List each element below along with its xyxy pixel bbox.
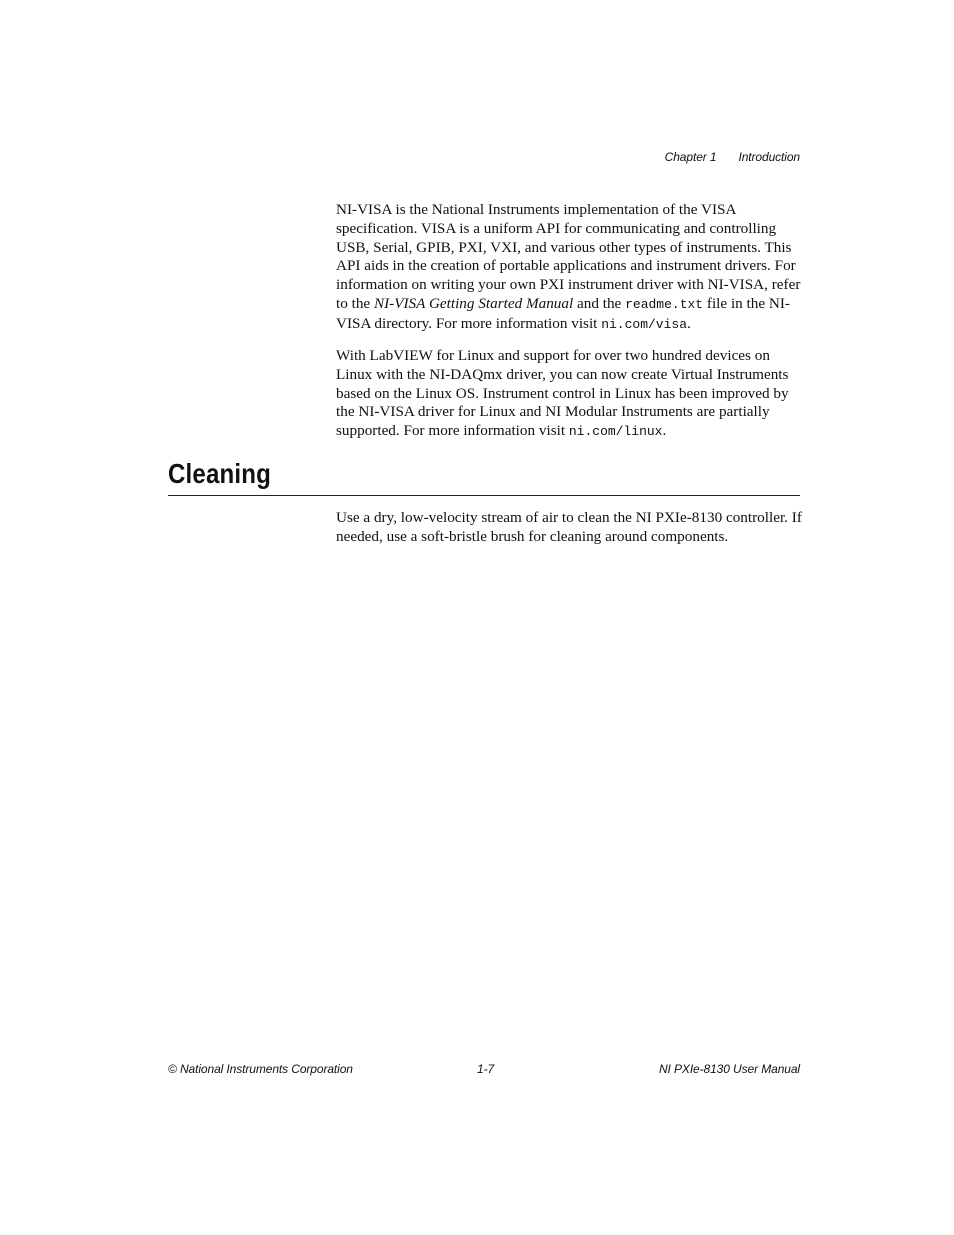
running-header xyxy=(665,150,800,164)
header-section-title: Introduction xyxy=(738,150,800,164)
linux-paragraph-text-a: With LabVIEW for Linux and support for over two hundred devices on Linux with the NI-DAQmx driver, you can now create Virtual Instruments based on the Linux OS. Instrument control in Linux has been improved by the NI-VISA driver for Linux and NI Modular Instruments are partially supported. For more information visit xyxy=(336,347,789,440)
cleaning-paragraph xyxy=(336,509,802,547)
visa-link[interactable]: ni.com/visa xyxy=(601,316,688,332)
visa-manual-title: NI-VISA Getting Started Manual xyxy=(373,294,574,312)
footer-manual-title: NI PXIe-8130 User Manual xyxy=(658,1062,800,1076)
visa-paragraph-text-d: . xyxy=(687,314,691,332)
linux-link[interactable]: ni.com/linux xyxy=(568,424,663,440)
footer-page-number: 1-7 xyxy=(477,1062,495,1076)
visa-paragraph-text-c: file in the NI-VISA directory. For more information visit xyxy=(336,294,790,332)
visa-paragraph xyxy=(336,201,802,335)
visa-paragraph-text-b: and the xyxy=(573,294,626,312)
header-chapter: Chapter 1 xyxy=(664,150,717,164)
section-heading-cleaning: Cleaning xyxy=(168,458,272,489)
linux-paragraph-text-b: . xyxy=(662,422,667,440)
readme-filename: readme.txt xyxy=(625,296,704,312)
linux-paragraph xyxy=(336,347,802,442)
visa-paragraph-text-a: NI-VISA is the National Instruments implementation of the VISA specification. VISA is a uniform API for communicating and controlling USB, Serial, GPIB, PXI, VXI, and various other types of instruments. This API aids in the creation of portable applications and instrument drivers. For information on writing your own PXI instrument driver with NI-VISA, refer to the xyxy=(336,201,801,312)
section-divider xyxy=(168,495,800,496)
footer-copyright: © National Instruments Corporation xyxy=(168,1062,353,1076)
cleaning-paragraph-text: Use a dry, low-velocity stream of air to clean the NI PXIe-8130 controller. If needed, use a soft-bristle brush for cleaning around components. xyxy=(336,509,802,545)
